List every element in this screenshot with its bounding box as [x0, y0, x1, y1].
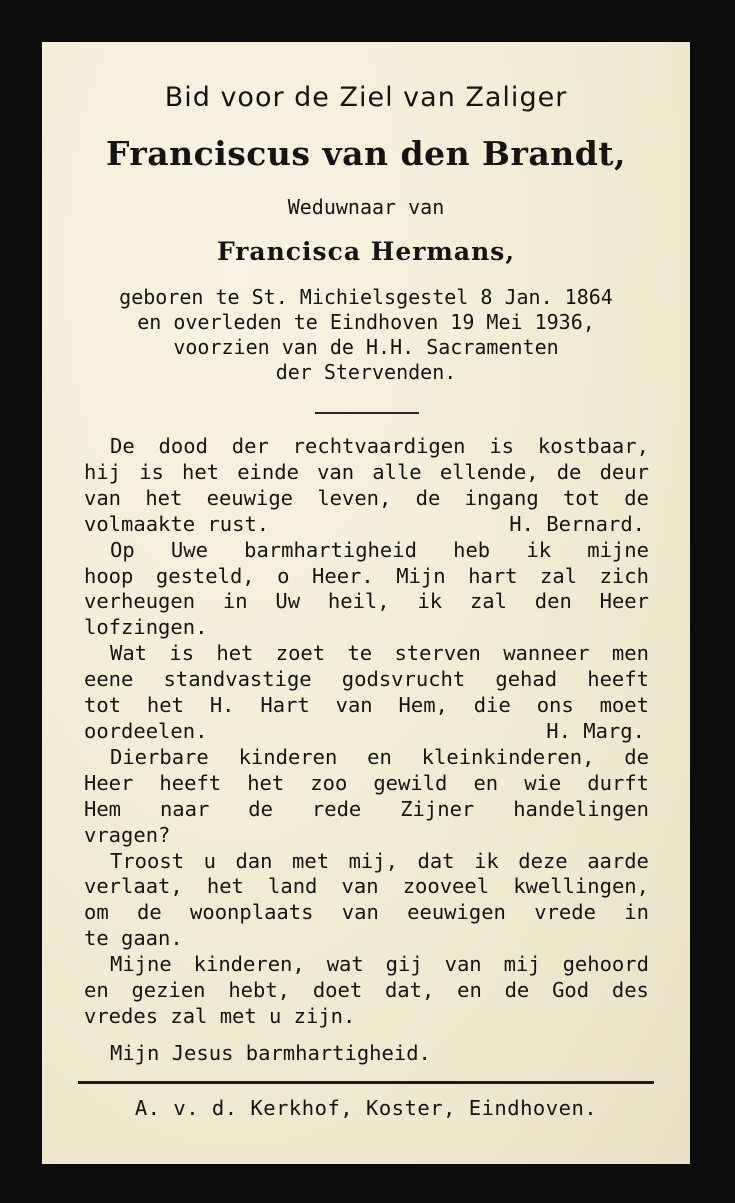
verse-word: aarde	[587, 848, 649, 873]
verse-word: standvastige	[163, 667, 312, 692]
verse-line	[84, 797, 649, 823]
verse-word: Mijne	[110, 952, 172, 977]
verse-word: Uw	[275, 589, 301, 614]
verse-line	[84, 874, 649, 900]
deceased-name: Franciscus van den Brandt,	[105, 134, 627, 173]
verse-word: den	[534, 589, 572, 614]
verse-word: de	[415, 485, 441, 510]
biography	[70, 285, 662, 385]
verse-word: is	[489, 434, 515, 458]
verse-line	[84, 434, 649, 460]
verse-word: heb	[453, 537, 491, 562]
verse-line	[84, 460, 649, 486]
verse-word: der	[231, 434, 269, 458]
verse-word: Hart	[260, 693, 310, 718]
verse-word: kwellingen,	[513, 874, 649, 899]
verse-word: Heer.	[312, 563, 374, 588]
verse-word: de	[624, 485, 649, 510]
verse-word: mij	[503, 952, 541, 977]
verse-line	[84, 641, 649, 667]
verse-word: met	[292, 848, 330, 873]
verse-word: dat,	[384, 978, 435, 1003]
verse-word: gehoord	[562, 952, 649, 977]
verse-word: Uwe	[170, 537, 208, 562]
prayer-heading: Bid voor de Ziel van Zaliger	[164, 82, 568, 113]
verse-word: dan	[235, 848, 273, 873]
verse-word: Hem	[84, 796, 122, 821]
spouse-name: Francisca Hermans,	[216, 237, 516, 266]
verse-word: zijn.	[293, 1003, 356, 1028]
verse-word: gesteld,	[155, 563, 255, 588]
verse-line	[84, 615, 649, 641]
verse-word: die	[473, 693, 511, 718]
verse-word: handelingen	[513, 796, 649, 821]
verse-word: in	[624, 900, 649, 925]
verse-word: vredes	[84, 1003, 159, 1028]
verse-word: kinderen,	[193, 952, 305, 977]
verse-word: gaan.	[120, 926, 183, 951]
verse-word: wie	[524, 770, 562, 795]
verse-word: dood	[158, 434, 208, 458]
verse-word: wat	[326, 952, 364, 977]
verse-word: mij,	[348, 848, 398, 873]
verse-word: mijne	[587, 537, 649, 562]
verse-word: van	[341, 900, 379, 925]
verse-word: deze	[518, 848, 568, 873]
verse-word: des	[611, 978, 649, 1003]
verse-line	[84, 745, 649, 771]
verse-word: van	[444, 952, 482, 977]
verse-word: sterven	[394, 641, 481, 666]
verse-word: Wat	[110, 641, 148, 666]
verse-line	[84, 719, 649, 745]
verse-word: het	[216, 641, 254, 666]
verse-word: heil,	[327, 589, 390, 614]
verse-word: heeft	[587, 667, 649, 692]
verse-word: zal	[540, 563, 578, 588]
verse-word: lofzingen.	[84, 615, 208, 640]
verse-word: de	[504, 978, 530, 1003]
verse-word: van	[341, 874, 379, 899]
verse-word: H.	[209, 693, 235, 718]
verse-line	[84, 771, 649, 797]
verse-block	[84, 434, 649, 1067]
verse-line	[84, 693, 649, 719]
verse-word: rechtvaardigen	[292, 434, 466, 458]
verse-word: tot	[562, 485, 600, 510]
bio-line: der Stervenden.	[275, 360, 457, 384]
verse-word: hebt,	[228, 978, 291, 1003]
verse-word: verlaat,	[84, 874, 183, 899]
verse-word: hart	[468, 563, 518, 588]
bio-line: voorzien van de H.H. Sacramenten	[173, 335, 559, 359]
verse-word: het	[206, 874, 244, 899]
section-divider	[315, 412, 419, 414]
verse-word: hij	[84, 459, 122, 484]
verse-word: naar	[159, 796, 210, 821]
verse-word: ons	[536, 693, 574, 718]
verse-word: godsvrucht	[341, 667, 466, 692]
relation-label: Weduwnaar van	[287, 195, 445, 219]
verse-word: van	[84, 485, 122, 510]
verse-word: ik	[474, 848, 499, 873]
verse-word: en	[457, 978, 482, 1003]
verse-word: moet	[599, 693, 649, 718]
verse-word: de	[556, 459, 582, 484]
verse-word: gezien	[131, 978, 206, 1003]
verse-word: met	[219, 1003, 257, 1028]
verse-line	[84, 978, 649, 1004]
verse-word: doet	[312, 978, 363, 1003]
verse-word: Zijner	[400, 796, 475, 821]
verse-word: het	[247, 770, 285, 795]
verse-word: einde	[237, 459, 299, 484]
verse-word: leven,	[317, 485, 392, 510]
verse-line	[84, 952, 649, 978]
verse-word: tot	[84, 693, 122, 718]
verse-word: te	[347, 641, 373, 666]
verse-word: zoo	[310, 770, 348, 795]
verse-word: durft	[587, 770, 649, 795]
verse-word: verheugen	[84, 589, 196, 614]
verse-word: Troost	[110, 848, 185, 873]
verse-line	[84, 486, 649, 512]
verse-word: vrede	[534, 900, 596, 925]
bio-line: geboren te St. Michielsgestel 8 Jan. 1864	[119, 285, 613, 309]
verse-word: men	[611, 641, 649, 666]
verse-word: Heer	[84, 770, 134, 795]
closing-prayer: Mijn Jesus barmhartigheid.	[110, 1040, 431, 1065]
verse-word: ik	[417, 589, 443, 614]
verse-word: gehad	[495, 667, 558, 692]
bottom-rule	[78, 1081, 654, 1084]
verse-word: heeft	[159, 770, 222, 795]
verse-text: oordeelen.	[84, 718, 208, 743]
verse-word: zoet	[275, 641, 326, 666]
verse-word: is	[139, 459, 164, 484]
verse-word: zal	[469, 589, 507, 614]
verse-word: van	[317, 459, 355, 484]
verse-word: Mijn	[396, 563, 446, 588]
verse-word: eene	[84, 667, 134, 692]
memorial-card	[42, 42, 690, 1164]
verse-word: Hem,	[398, 693, 448, 718]
verse-word: de	[624, 744, 649, 769]
verse-word: en	[473, 770, 499, 795]
verse-word: van	[335, 693, 373, 718]
verse-word: zooveel	[402, 874, 490, 899]
verse-word: hoop	[84, 563, 134, 588]
verse-word: rede	[311, 796, 362, 821]
verse-line	[84, 823, 649, 849]
verse-word: en	[367, 744, 392, 769]
verse-word: land	[268, 874, 318, 899]
verse-word: in	[222, 589, 248, 614]
verse-word: is	[169, 641, 195, 666]
verse-word: de	[248, 796, 273, 821]
verse-word: de	[137, 900, 162, 925]
verse-word: gij	[385, 952, 423, 977]
verse-word: eeuwigen	[407, 900, 506, 925]
verse-text: volmaakte rust.	[84, 511, 270, 536]
verse-word: wanneer	[503, 641, 590, 666]
verse-word: dat	[417, 848, 455, 873]
bio-line: en overleden te Eindhoven 19 Mei 1936,	[137, 310, 595, 334]
verse-word: te	[84, 926, 109, 951]
verse-word: ik	[526, 537, 552, 562]
verse-line	[84, 667, 649, 693]
verse-word: De	[110, 434, 135, 458]
verse-word: deur	[599, 459, 649, 484]
verse-word: ingang	[464, 485, 539, 510]
verse-word: vragen?	[84, 822, 171, 847]
verse-word: het	[146, 693, 184, 718]
verse-word: het	[145, 485, 183, 510]
verse-word: u	[203, 848, 216, 873]
verse-line	[84, 589, 649, 615]
verse-word: ellende,	[439, 459, 539, 484]
verse-line	[84, 538, 649, 564]
verse-line	[84, 849, 649, 875]
verse-word: Heer	[599, 589, 649, 614]
verse-word: God	[552, 978, 590, 1003]
verse-line	[84, 512, 649, 538]
printer-line: A. v. d. Kerkhof, Koster, Eindhoven.	[134, 1096, 598, 1120]
verse-word: kinderen	[238, 744, 338, 769]
verse-line	[84, 926, 649, 952]
verse-attribution: H. Bernard.	[509, 511, 645, 536]
verse-word: zich	[599, 563, 649, 588]
verse-word: u	[269, 1003, 282, 1028]
verse-word: het	[182, 459, 220, 484]
verse-attribution: H. Marg.	[546, 718, 645, 743]
verse-line	[84, 900, 649, 926]
verse-word: eeuwige	[206, 485, 294, 510]
verse-word: o	[277, 563, 290, 588]
verse-word: kleinkinderen,	[421, 744, 595, 769]
verse-word: gewild	[373, 770, 448, 795]
verse-word: zal	[170, 1003, 208, 1028]
verse-word: en	[84, 978, 109, 1003]
verse-word: woonplaats	[190, 900, 314, 925]
verse-word: kostbaar,	[537, 434, 649, 458]
verse-line	[84, 1004, 649, 1030]
verse-word: Op	[110, 537, 135, 562]
verse-word: om	[84, 900, 109, 925]
verse-line	[84, 564, 649, 590]
verse-word: barmhartigheid	[244, 537, 417, 562]
verse-word: Dierbare	[110, 744, 209, 769]
verse-word: alle	[372, 459, 422, 484]
